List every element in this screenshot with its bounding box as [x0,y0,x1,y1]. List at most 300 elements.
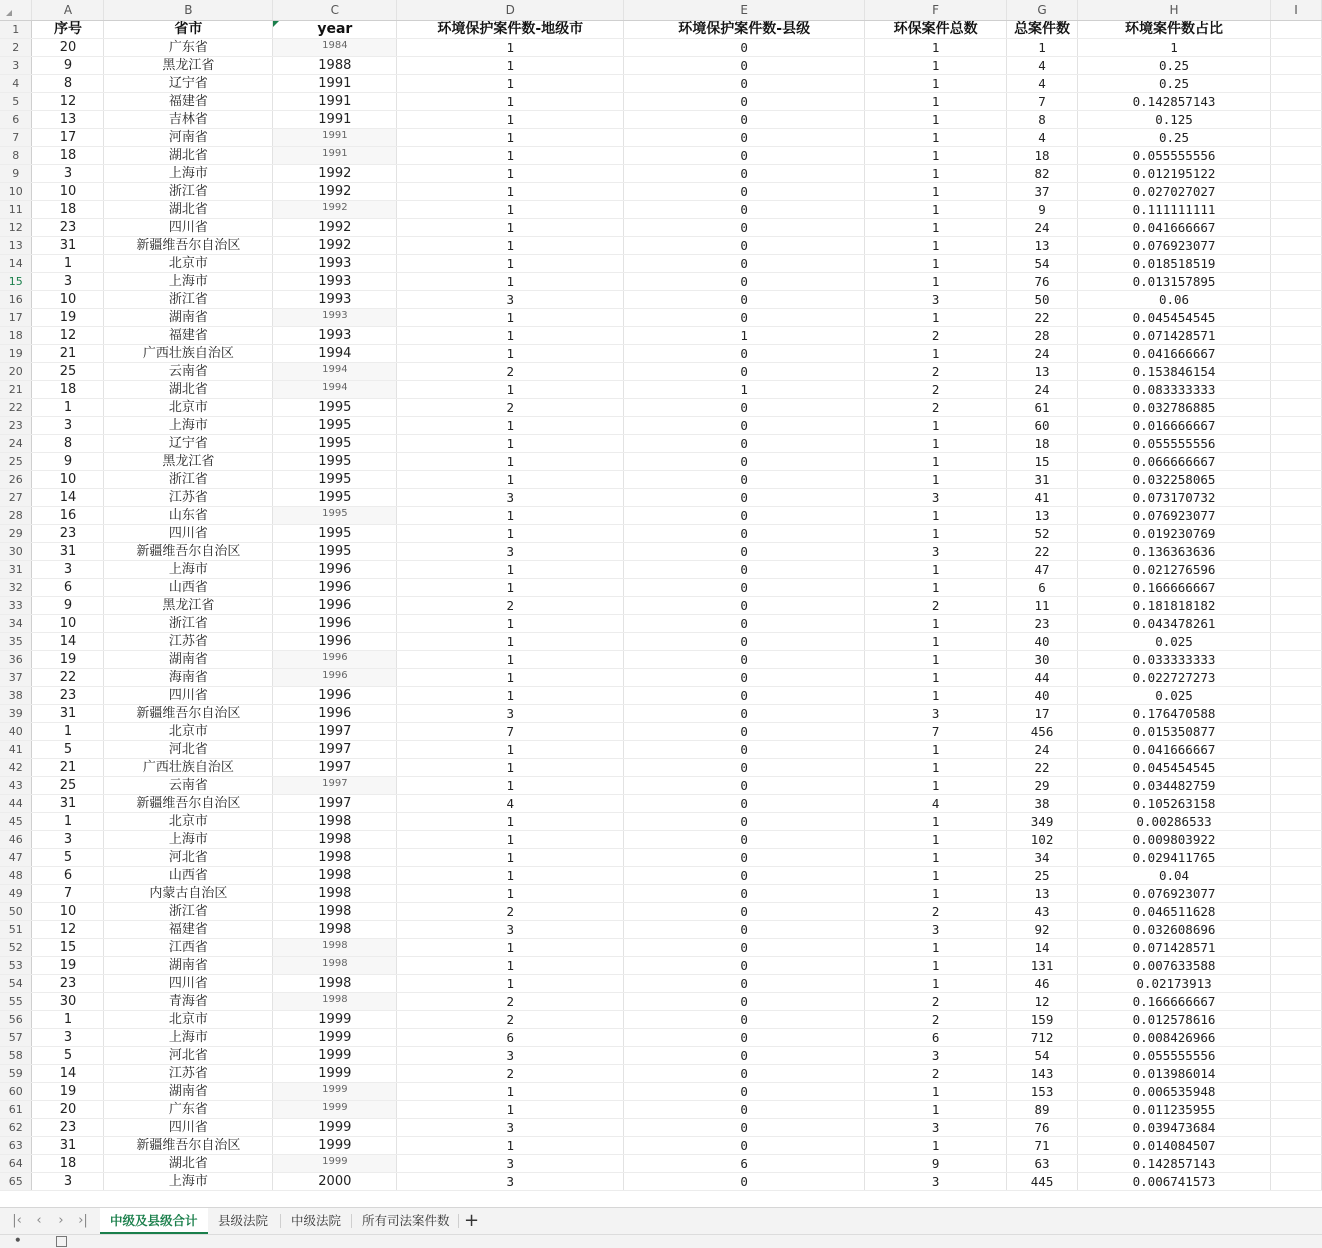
table-cell[interactable]: 广东省 [104,1101,273,1119]
table-cell[interactable]: 0.025 [1078,633,1271,651]
table-cell[interactable]: 0 [624,561,865,579]
table-cell[interactable]: 21 [32,345,104,363]
row-number[interactable]: 10 [0,183,32,201]
table-cell[interactable]: 湖北省 [104,1155,273,1173]
table-cell[interactable]: 1 [397,759,624,777]
table-cell[interactable]: 0.071428571 [1078,327,1271,345]
table-cell[interactable]: 浙江省 [104,183,273,201]
table-cell[interactable]: 1 [397,75,624,93]
table-cell[interactable]: 0 [624,453,865,471]
table-cell[interactable]: 1 [865,201,1007,219]
empty-cell[interactable] [1270,561,1321,579]
table-cell[interactable]: 1998 [273,813,397,831]
table-cell[interactable]: 0 [624,75,865,93]
table-cell[interactable]: 8 [32,435,104,453]
table-cell[interactable]: 福建省 [104,921,273,939]
table-cell[interactable]: 1996 [273,687,397,705]
table-cell[interactable]: 0.041666667 [1078,345,1271,363]
table-cell[interactable]: 1 [397,813,624,831]
table-cell[interactable]: 河北省 [104,1047,273,1065]
table-cell[interactable]: 1 [397,651,624,669]
table-cell[interactable]: 上海市 [104,273,273,291]
table-cell[interactable]: 1992 [273,219,397,237]
table-cell[interactable]: 25 [32,777,104,795]
table-cell[interactable]: 0.073170732 [1078,489,1271,507]
row-number[interactable]: 56 [0,1011,32,1029]
table-cell[interactable]: 40 [1007,687,1078,705]
empty-cell[interactable] [1270,1011,1321,1029]
table-cell[interactable]: 0 [624,345,865,363]
table-cell[interactable]: 18 [32,201,104,219]
empty-cell[interactable] [1270,381,1321,399]
row-number[interactable]: 27 [0,489,32,507]
table-cell[interactable]: 1 [624,381,865,399]
table-cell[interactable]: 1996 [273,633,397,651]
table-cell[interactable]: 1999 [273,1083,397,1101]
table-cell[interactable]: 44 [1007,669,1078,687]
table-cell[interactable]: 3 [397,921,624,939]
table-cell[interactable]: 12 [1007,993,1078,1011]
table-cell[interactable]: 内蒙古自治区 [104,885,273,903]
table-cell[interactable]: 2 [397,597,624,615]
column-header-g[interactable]: G [1007,0,1078,21]
table-cell[interactable]: 13 [1007,507,1078,525]
table-cell[interactable]: 0 [624,201,865,219]
table-cell[interactable]: 上海市 [104,417,273,435]
empty-cell[interactable] [1270,939,1321,957]
table-cell[interactable]: 1995 [273,543,397,561]
empty-cell[interactable] [1270,183,1321,201]
table-cell[interactable]: 0 [624,579,865,597]
table-cell[interactable]: 19 [32,1083,104,1101]
table-cell[interactable]: 0 [624,633,865,651]
table-cell[interactable]: 0.006535948 [1078,1083,1271,1101]
table-cell[interactable]: 1998 [273,831,397,849]
empty-cell[interactable] [1270,75,1321,93]
empty-cell[interactable] [1270,993,1321,1011]
table-cell[interactable]: 6 [865,1029,1007,1047]
table-cell[interactable]: 2 [865,399,1007,417]
table-cell[interactable]: 0.076923077 [1078,237,1271,255]
table-cell[interactable]: 21 [32,759,104,777]
table-cell[interactable]: 0.25 [1078,57,1271,75]
table-cell[interactable]: 3 [32,1173,104,1191]
empty-cell[interactable] [1270,525,1321,543]
row-number[interactable]: 26 [0,471,32,489]
table-cell[interactable]: 0.019230769 [1078,525,1271,543]
table-cell[interactable]: 0 [624,903,865,921]
table-cell[interactable]: 349 [1007,813,1078,831]
empty-cell[interactable] [1270,255,1321,273]
row-number[interactable]: 54 [0,975,32,993]
table-cell[interactable]: 1 [397,633,624,651]
table-cell[interactable]: 1 [865,651,1007,669]
table-cell[interactable]: 1998 [273,993,397,1011]
table-cell[interactable]: 0 [624,435,865,453]
table-cell[interactable]: 0.111111111 [1078,201,1271,219]
table-cell[interactable]: 广东省 [104,39,273,57]
table-cell[interactable]: 0.076923077 [1078,507,1271,525]
empty-cell[interactable] [1270,957,1321,975]
row-number[interactable]: 62 [0,1119,32,1137]
row-number[interactable]: 45 [0,813,32,831]
table-cell[interactable]: 江苏省 [104,633,273,651]
table-cell[interactable]: 海南省 [104,669,273,687]
row-number[interactable]: 34 [0,615,32,633]
table-cell[interactable]: 1 [865,741,1007,759]
table-cell[interactable]: 0 [624,687,865,705]
table-cell[interactable]: 0.25 [1078,75,1271,93]
table-cell[interactable]: 0 [624,1065,865,1083]
table-cell[interactable]: 9 [32,597,104,615]
table-cell[interactable]: 0 [624,291,865,309]
table-cell[interactable]: 0 [624,759,865,777]
table-cell[interactable]: 10 [32,903,104,921]
table-cell[interactable]: 0 [624,363,865,381]
empty-cell[interactable] [1270,471,1321,489]
table-cell[interactable]: 1 [865,849,1007,867]
table-cell[interactable]: 0.00286533 [1078,813,1271,831]
table-cell[interactable]: 5 [32,741,104,759]
table-cell[interactable]: 3 [397,489,624,507]
table-cell[interactable]: 3 [32,831,104,849]
table-cell[interactable]: 1999 [273,1047,397,1065]
row-number[interactable]: 6 [0,111,32,129]
table-cell[interactable]: 0 [624,273,865,291]
table-cell[interactable]: 广西壮族自治区 [104,759,273,777]
row-number[interactable]: 57 [0,1029,32,1047]
empty-cell[interactable] [1270,327,1321,345]
empty-cell[interactable] [1270,777,1321,795]
table-cell[interactable]: 34 [1007,849,1078,867]
empty-cell[interactable] [1270,651,1321,669]
table-cell[interactable]: 0 [624,129,865,147]
table-cell[interactable]: 0.04 [1078,867,1271,885]
table-cell[interactable]: 0 [624,705,865,723]
table-cell[interactable]: 1991 [273,75,397,93]
table-cell[interactable]: 2 [397,1011,624,1029]
table-cell[interactable]: 0 [624,1137,865,1155]
table-cell[interactable]: 0.032258065 [1078,471,1271,489]
table-cell[interactable]: 1999 [273,1011,397,1029]
table-cell[interactable]: 13 [1007,363,1078,381]
table-cell[interactable]: 54 [1007,255,1078,273]
empty-cell[interactable] [1270,723,1321,741]
header-cell[interactable]: 环境保护案件数-地级市 [397,21,624,39]
table-cell[interactable]: 0.105263158 [1078,795,1271,813]
row-number[interactable]: 39 [0,705,32,723]
column-header-i[interactable]: I [1270,0,1321,21]
table-cell[interactable]: 1999 [273,1137,397,1155]
table-cell[interactable]: 1 [865,561,1007,579]
table-cell[interactable]: 山西省 [104,867,273,885]
table-cell[interactable]: 1994 [273,381,397,399]
table-cell[interactable]: 1995 [273,507,397,525]
table-cell[interactable]: 23 [32,219,104,237]
table-cell[interactable]: 6 [32,867,104,885]
table-cell[interactable]: 0 [624,543,865,561]
row-number[interactable]: 64 [0,1155,32,1173]
table-cell[interactable]: 1 [865,255,1007,273]
table-cell[interactable]: 1998 [273,885,397,903]
row-number[interactable]: 50 [0,903,32,921]
prev-sheet-icon[interactable]: ‹ [36,1213,42,1228]
header-cell[interactable]: 环境保护案件数-县级 [624,21,865,39]
row-number[interactable]: 38 [0,687,32,705]
empty-cell[interactable] [1270,1047,1321,1065]
table-cell[interactable]: 0 [624,57,865,75]
table-cell[interactable]: 5 [32,849,104,867]
table-cell[interactable]: 29 [1007,777,1078,795]
table-cell[interactable]: 2 [865,327,1007,345]
table-cell[interactable]: 1 [32,813,104,831]
header-cell[interactable]: year [273,21,397,39]
table-cell[interactable]: 福建省 [104,93,273,111]
table-cell[interactable]: 1994 [273,363,397,381]
table-cell[interactable]: 22 [1007,759,1078,777]
empty-cell[interactable] [1270,345,1321,363]
table-cell[interactable]: 0.153846154 [1078,363,1271,381]
table-cell[interactable]: 3 [865,1047,1007,1065]
empty-cell[interactable] [1270,39,1321,57]
table-cell[interactable]: 89 [1007,1101,1078,1119]
table-cell[interactable]: 6 [624,1155,865,1173]
table-cell[interactable]: 0.055555556 [1078,435,1271,453]
table-cell[interactable]: 63 [1007,1155,1078,1173]
table-cell[interactable]: 1995 [273,417,397,435]
table-cell[interactable]: 湖北省 [104,381,273,399]
table-cell[interactable]: 7 [32,885,104,903]
table-cell[interactable]: 4 [1007,129,1078,147]
table-cell[interactable]: 10 [32,471,104,489]
table-cell[interactable]: 3 [32,165,104,183]
table-cell[interactable]: 四川省 [104,525,273,543]
table-cell[interactable]: 23 [32,525,104,543]
row-number[interactable]: 32 [0,579,32,597]
empty-cell[interactable] [1270,579,1321,597]
table-cell[interactable]: 1995 [273,525,397,543]
table-cell[interactable]: 9 [1007,201,1078,219]
table-cell[interactable]: 76 [1007,273,1078,291]
table-cell[interactable]: 0.027027027 [1078,183,1271,201]
table-cell[interactable]: 1 [865,525,1007,543]
table-cell[interactable]: 新疆维吾尔自治区 [104,795,273,813]
empty-cell[interactable] [1270,93,1321,111]
row-number[interactable]: 28 [0,507,32,525]
table-cell[interactable]: 0.012195122 [1078,165,1271,183]
empty-cell[interactable] [1270,705,1321,723]
table-cell[interactable]: 0.166666667 [1078,993,1271,1011]
table-cell[interactable]: 0.013986014 [1078,1065,1271,1083]
next-sheet-icon[interactable]: › [58,1213,64,1228]
table-cell[interactable]: 1 [397,561,624,579]
table-cell[interactable]: 1 [397,687,624,705]
row-number[interactable]: 30 [0,543,32,561]
table-cell[interactable]: 河北省 [104,741,273,759]
table-cell[interactable]: 0 [624,183,865,201]
table-cell[interactable]: 1 [865,93,1007,111]
table-cell[interactable]: 1 [397,165,624,183]
table-cell[interactable]: 1 [865,1137,1007,1155]
table-cell[interactable]: 1996 [273,669,397,687]
table-cell[interactable]: 0.039473684 [1078,1119,1271,1137]
table-cell[interactable]: 0 [624,723,865,741]
table-cell[interactable]: 福建省 [104,327,273,345]
table-cell[interactable]: 1991 [273,111,397,129]
table-cell[interactable]: 1 [865,867,1007,885]
table-cell[interactable]: 黑龙江省 [104,597,273,615]
empty-cell[interactable] [1270,759,1321,777]
table-cell[interactable]: 0 [624,507,865,525]
table-cell[interactable]: 0.045454545 [1078,759,1271,777]
table-cell[interactable]: 辽宁省 [104,75,273,93]
table-cell[interactable]: 1 [397,309,624,327]
table-cell[interactable]: 18 [1007,147,1078,165]
empty-cell[interactable] [1270,795,1321,813]
table-cell[interactable]: 1994 [273,345,397,363]
table-cell[interactable]: 0 [624,93,865,111]
row-number[interactable]: 33 [0,597,32,615]
header-cell[interactable]: 省市 [104,21,273,39]
table-cell[interactable]: 1 [397,525,624,543]
table-cell[interactable]: 3 [397,1119,624,1137]
table-cell[interactable]: 19 [32,651,104,669]
table-cell[interactable]: 31 [1007,471,1078,489]
header-cell[interactable]: 总案件数 [1007,21,1078,39]
table-cell[interactable]: 0 [624,921,865,939]
header-cell[interactable]: 环保案件总数 [865,21,1007,39]
table-cell[interactable]: 159 [1007,1011,1078,1029]
table-cell[interactable]: 1 [397,669,624,687]
table-cell[interactable]: 上海市 [104,831,273,849]
table-cell[interactable]: 湖北省 [104,201,273,219]
table-cell[interactable]: 3 [865,291,1007,309]
table-cell[interactable]: 1 [397,1101,624,1119]
view-mode-icon[interactable] [56,1236,67,1247]
table-cell[interactable]: 1993 [273,327,397,345]
header-cell[interactable]: 序号 [32,21,104,39]
table-cell[interactable]: 1 [865,579,1007,597]
table-cell[interactable]: 四川省 [104,219,273,237]
table-cell[interactable]: 2 [397,1065,624,1083]
table-cell[interactable]: 0 [624,975,865,993]
row-number[interactable]: 1 [0,21,32,39]
table-cell[interactable]: 辽宁省 [104,435,273,453]
empty-cell[interactable] [1270,903,1321,921]
table-cell[interactable]: 23 [32,687,104,705]
table-cell[interactable]: 3 [397,1173,624,1191]
table-cell[interactable]: 2 [397,399,624,417]
table-cell[interactable]: 6 [32,579,104,597]
table-cell[interactable]: 17 [1007,705,1078,723]
table-cell[interactable]: 0.045454545 [1078,309,1271,327]
table-cell[interactable]: 20 [32,39,104,57]
table-cell[interactable]: 24 [1007,345,1078,363]
column-header-b[interactable]: B [104,0,273,21]
table-cell[interactable]: 52 [1007,525,1078,543]
table-cell[interactable]: 云南省 [104,363,273,381]
table-cell[interactable]: 0 [624,417,865,435]
table-cell[interactable]: 1999 [273,1155,397,1173]
table-cell[interactable]: 46 [1007,975,1078,993]
table-cell[interactable]: 0 [624,147,865,165]
table-cell[interactable]: 1996 [273,651,397,669]
table-cell[interactable]: 1 [865,975,1007,993]
row-number[interactable]: 2 [0,39,32,57]
table-cell[interactable]: 14 [32,633,104,651]
table-cell[interactable]: 浙江省 [104,471,273,489]
table-cell[interactable]: 3 [32,1029,104,1047]
table-cell[interactable]: 湖南省 [104,957,273,975]
table-cell[interactable]: 16 [32,507,104,525]
row-number[interactable]: 14 [0,255,32,273]
table-cell[interactable]: 50 [1007,291,1078,309]
table-cell[interactable]: 1 [397,327,624,345]
row-number[interactable]: 37 [0,669,32,687]
table-cell[interactable]: 1993 [273,291,397,309]
table-cell[interactable]: 1998 [273,939,397,957]
table-cell[interactable]: 四川省 [104,975,273,993]
table-cell[interactable]: 1998 [273,975,397,993]
table-cell[interactable]: 四川省 [104,687,273,705]
table-cell[interactable]: 0.142857143 [1078,93,1271,111]
table-cell[interactable]: 0 [624,867,865,885]
table-cell[interactable]: 新疆维吾尔自治区 [104,1137,273,1155]
table-cell[interactable]: 1995 [273,399,397,417]
row-number[interactable]: 58 [0,1047,32,1065]
row-number[interactable]: 48 [0,867,32,885]
empty-cell[interactable] [1270,1029,1321,1047]
row-number[interactable]: 21 [0,381,32,399]
table-cell[interactable]: 0.083333333 [1078,381,1271,399]
table-cell[interactable]: 0 [624,489,865,507]
table-cell[interactable]: 60 [1007,417,1078,435]
empty-cell[interactable] [1270,1137,1321,1155]
table-cell[interactable]: 0 [624,39,865,57]
table-cell[interactable]: 1 [865,129,1007,147]
table-cell[interactable]: 1999 [273,1119,397,1137]
empty-cell[interactable] [1270,885,1321,903]
row-number[interactable]: 35 [0,633,32,651]
table-cell[interactable]: 广西壮族自治区 [104,345,273,363]
table-cell[interactable]: 0 [624,669,865,687]
table-cell[interactable]: 新疆维吾尔自治区 [104,237,273,255]
empty-cell[interactable] [1270,1173,1321,1191]
table-cell[interactable]: 0.181818182 [1078,597,1271,615]
table-cell[interactable]: 31 [32,705,104,723]
table-cell[interactable]: 1 [865,111,1007,129]
macro-record-icon[interactable]: ⚫ [14,1236,22,1246]
table-cell[interactable]: 92 [1007,921,1078,939]
row-number[interactable]: 36 [0,651,32,669]
table-cell[interactable]: 浙江省 [104,615,273,633]
table-cell[interactable]: 0 [624,597,865,615]
table-cell[interactable]: 1996 [273,597,397,615]
table-cell[interactable]: 1998 [273,921,397,939]
table-cell[interactable]: 25 [32,363,104,381]
table-cell[interactable]: 31 [32,1137,104,1155]
table-cell[interactable]: 37 [1007,183,1078,201]
table-cell[interactable]: 0 [624,849,865,867]
table-cell[interactable]: 0 [624,255,865,273]
table-cell[interactable]: 40 [1007,633,1078,651]
table-cell[interactable]: 浙江省 [104,903,273,921]
table-cell[interactable]: 1 [397,471,624,489]
empty-cell[interactable] [1270,453,1321,471]
empty-cell[interactable] [1270,687,1321,705]
table-cell[interactable]: 1 [397,507,624,525]
empty-cell[interactable] [1270,543,1321,561]
